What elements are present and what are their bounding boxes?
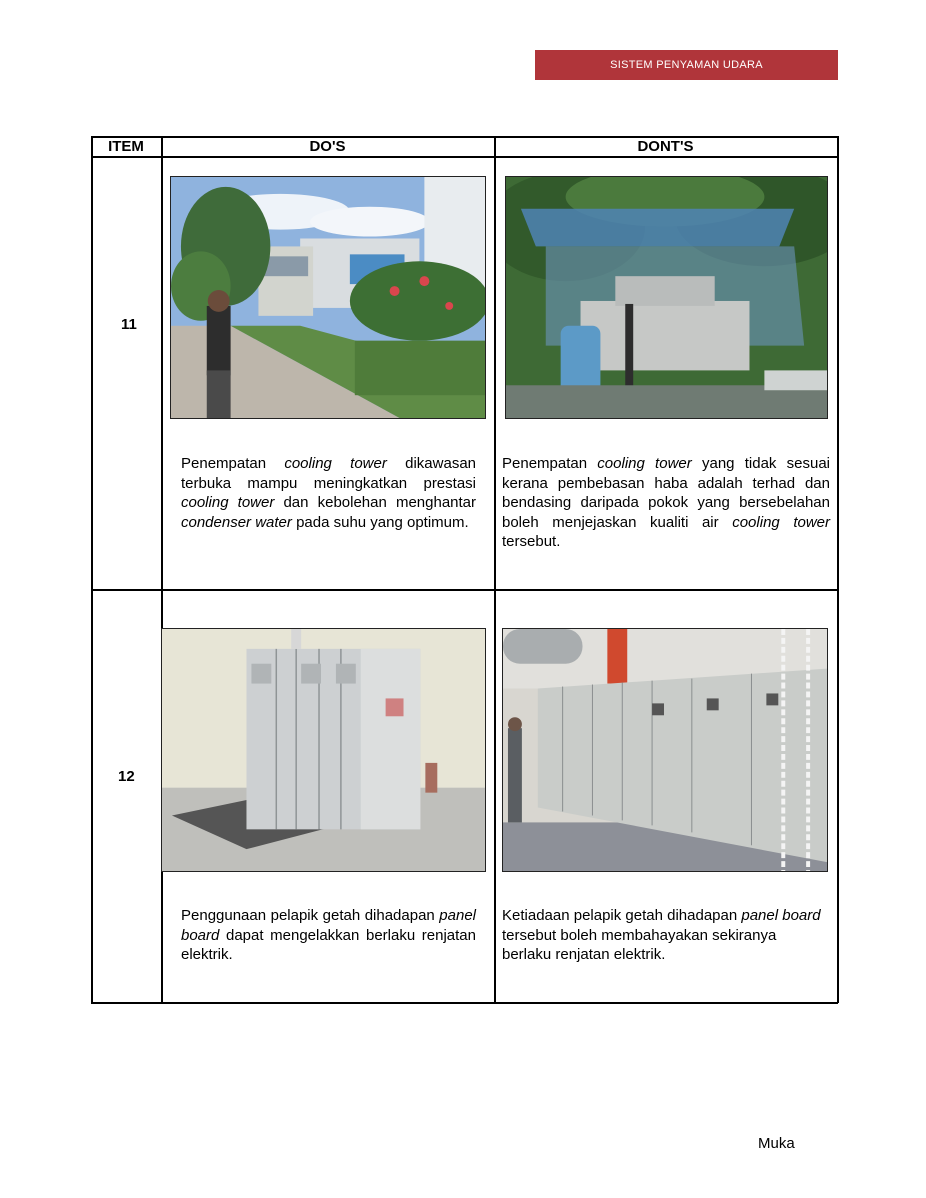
- row-11-dont-description: Penempatan cooling tower yang tidak sesuai kerana pembebasan haba adalah terhad dan bendasing daripada pokok yang bersebelahan boleh menjejaskan kualiti air cooling tower tersebut.: [502, 455, 831, 550]
- panel-board-with-rubber-mat-photo: [161, 628, 486, 872]
- cooling-tower-open-area-photo: [170, 176, 486, 419]
- row-11-do-description: Penempatan cooling tower dikawasan terbuka mampu meningkatkan prestasi cooling tower dan kebolehan menghantar condenser water pada suhu yang optimum.: [181, 455, 477, 531]
- column-header-dos: DO'S: [309, 138, 346, 155]
- row-12-do-description: Penggunaan pelapik getah dihadapan panel board dapat mengelakkan berlaku renjatan elektrik.: [181, 907, 476, 963]
- page-footer-label: Muka: [758, 1135, 795, 1152]
- row-12-dont-description: Ketiadaan pelapik getah dihadapan panel board tersebut boleh membahayakan sekiranya berlaku renjatan elektrik.: [502, 907, 821, 963]
- section-title: SISTEM PENYAMAN UDARA: [610, 59, 763, 71]
- cooling-tower-under-tree-photo: [505, 176, 828, 419]
- column-header-item: ITEM: [108, 138, 144, 155]
- section-header-band: [535, 50, 838, 80]
- column-header-donts: DONT'S: [637, 138, 694, 155]
- item-number-11: 11: [121, 316, 137, 333]
- item-number-12: 12: [118, 768, 135, 785]
- panel-board-without-rubber-mat-photo: [502, 628, 828, 872]
